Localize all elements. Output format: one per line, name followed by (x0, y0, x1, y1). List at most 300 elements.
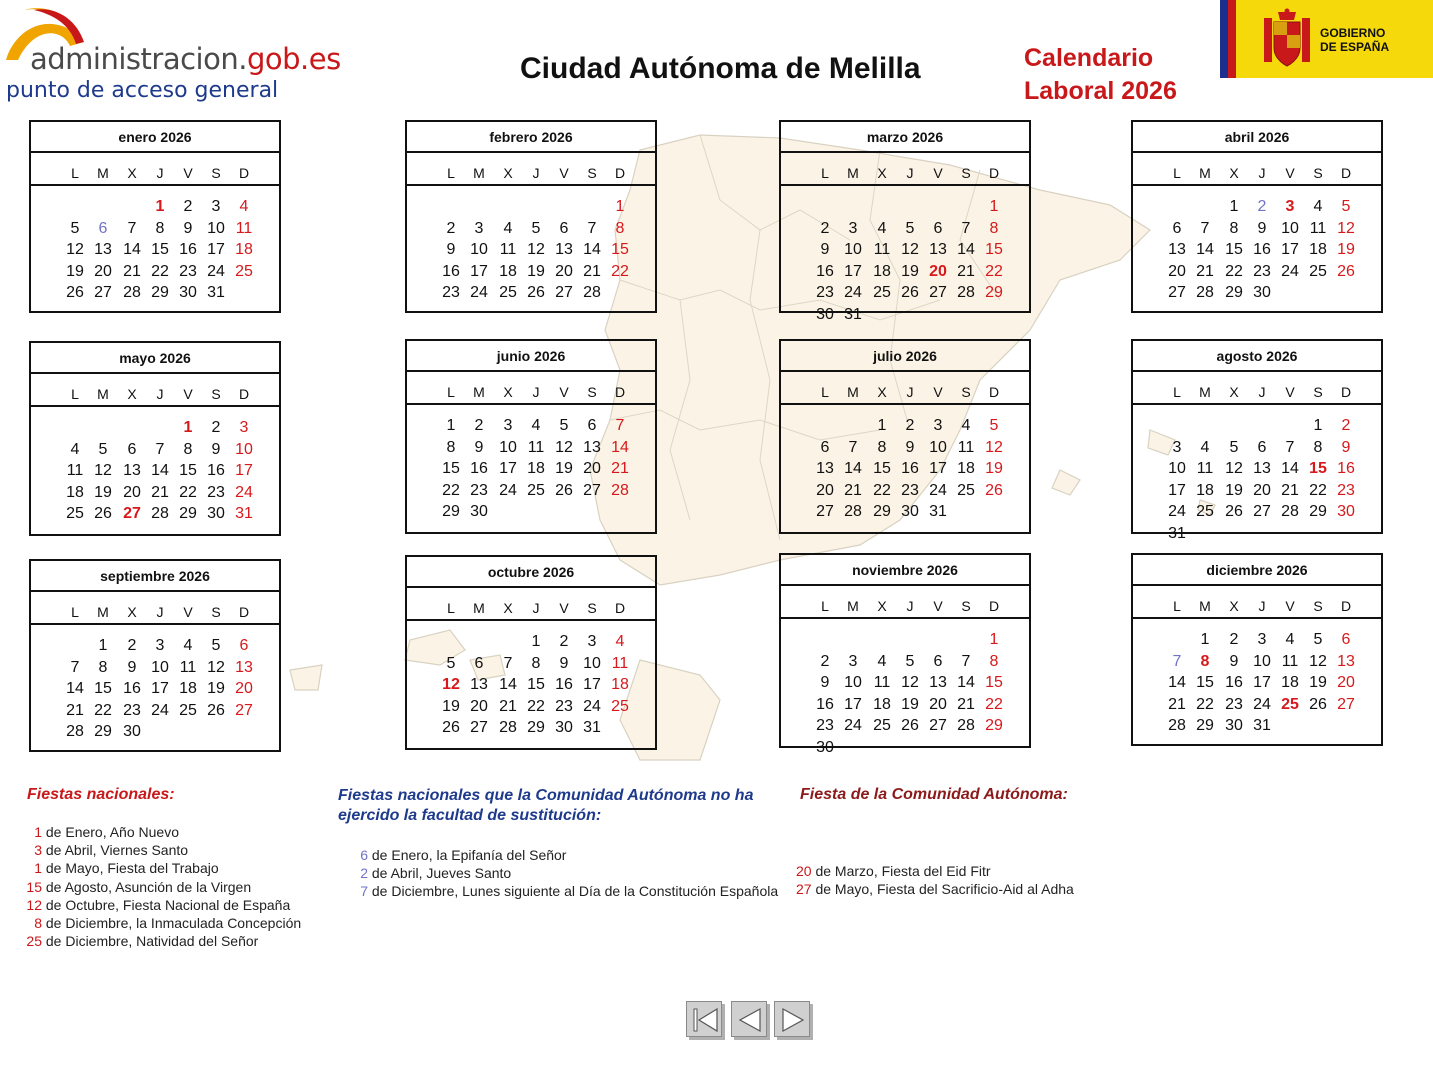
weekday-label: V (1285, 384, 1295, 400)
calendar-day: 14 (1196, 241, 1214, 258)
month-title: junio 2026 (407, 341, 655, 372)
calendar-day: 9 (211, 440, 221, 458)
first-page-button[interactable] (686, 1001, 722, 1037)
legend-text: de Mayo, Fiesta del Sacrificio-Aid al Adha (811, 881, 1074, 898)
calendar-day: 13 (929, 241, 947, 258)
legend-item (24, 914, 301, 932)
legend-item (350, 882, 778, 900)
calendar-day: 12 (442, 676, 460, 693)
day-grid (1133, 619, 1381, 741)
calendar-day: 5 (98, 440, 108, 458)
calendar-day: 30 (1253, 284, 1271, 301)
calendar-day: 25 (66, 505, 84, 522)
calendar-day: 18 (1309, 241, 1327, 258)
calendar-day: 29 (1196, 717, 1214, 734)
month-title: mayo 2026 (31, 343, 279, 374)
calendar-day: 31 (1253, 717, 1271, 734)
calendar-day: 26 (555, 481, 573, 499)
calendar-day: 9 (559, 654, 569, 672)
weekday-label: M (473, 384, 485, 400)
calendar-day: 3 (1285, 198, 1295, 215)
legend-day: 2 (360, 865, 368, 882)
first-page-icon (687, 1002, 723, 1038)
legend-item (24, 878, 301, 896)
day-grid (1133, 405, 1381, 548)
calendar-day: 29 (985, 284, 1003, 301)
calendar-day: 9 (446, 241, 456, 258)
month-septiembre (29, 559, 281, 752)
weekday-label: X (1229, 384, 1239, 400)
calendar-day: 7 (503, 654, 513, 672)
calendar-day: 15 (985, 241, 1003, 258)
calendar-day: 14 (1281, 460, 1299, 477)
calendar-day: 14 (1168, 674, 1186, 691)
weekday-label: S (211, 165, 221, 181)
weekday-label: J (906, 165, 914, 181)
weekday-label: L (71, 165, 79, 181)
calendar-day: 13 (470, 676, 488, 693)
previous-page-button[interactable] (731, 1001, 767, 1037)
calendar-day: 22 (1196, 695, 1214, 713)
calendar-day: 20 (1168, 262, 1186, 280)
calendar-day: 18 (179, 680, 197, 697)
calendar-day: 12 (66, 241, 84, 258)
calendar-day: 24 (470, 284, 488, 301)
calendar-day: 18 (873, 262, 891, 280)
calendar-day: 14 (957, 674, 975, 691)
calendar-day: 21 (957, 262, 975, 280)
calendar-day: 29 (151, 284, 169, 301)
calendar-day: 29 (1309, 503, 1327, 520)
legend-text: de Diciembre, Lunes siguiente al Día de la Constitución Española (368, 883, 779, 900)
calendar-day: 8 (989, 652, 999, 670)
gobierno-text: GOBIERNO DE ESPAÑA (1320, 26, 1390, 54)
calendar-day: 1 (98, 637, 108, 654)
weekday-label: D (238, 386, 250, 402)
calendar-day: 25 (235, 262, 253, 280)
weekday-label: L (821, 384, 829, 400)
calendar-day: 21 (583, 262, 601, 280)
calendar-day: 8 (1200, 652, 1210, 670)
calendar-day: 28 (151, 505, 169, 522)
calendar-day: 13 (1253, 460, 1271, 477)
legend-day: 8 (34, 915, 42, 932)
calendar-day: 31 (207, 284, 225, 301)
calendar-day: 9 (820, 241, 830, 258)
calendar-day: 15 (1196, 674, 1214, 691)
calendar-day: 24 (929, 481, 947, 499)
calendar-day: 17 (844, 695, 862, 713)
calendar-day: 10 (470, 241, 488, 258)
calendar-day: 25 (1309, 262, 1327, 280)
calendar-day: 30 (1225, 717, 1243, 734)
weekday-label: X (503, 384, 513, 400)
weekday-label: X (503, 600, 513, 616)
legend-item (796, 880, 1074, 898)
calendar-day: 22 (442, 481, 460, 499)
calendar-day: 4 (615, 633, 625, 650)
day-grid (781, 405, 1029, 527)
calendar-day: 29 (527, 719, 545, 736)
weekday-label: V (933, 384, 943, 400)
weekday-label: M (847, 384, 859, 400)
calendar-day: 11 (611, 654, 629, 672)
calendar-day: 16 (816, 695, 834, 713)
weekday-label: X (503, 165, 513, 181)
legend-item (796, 862, 1074, 880)
calendar-day: 31 (1168, 524, 1186, 542)
weekday-header (31, 153, 279, 186)
calendar-day: 2 (1229, 631, 1239, 648)
calendar-day: 13 (235, 658, 253, 676)
calendar-day: 1 (183, 419, 193, 436)
calendar-day: 8 (446, 438, 456, 456)
weekday-label: D (1340, 598, 1352, 614)
calendar-day: 7 (70, 658, 80, 676)
calendar-day: 28 (1168, 717, 1186, 734)
calendar-day: 15 (179, 462, 197, 479)
calendar-day: 26 (442, 719, 460, 736)
calendar-day: 5 (70, 219, 80, 237)
calendar-day: 16 (1253, 241, 1271, 258)
legend-day: 1 (34, 824, 42, 840)
calendar-day: 6 (239, 637, 249, 654)
calendar-day: 16 (1337, 460, 1355, 477)
calendar-day: 5 (989, 417, 999, 434)
calendar-day: 4 (961, 417, 971, 434)
calendar-day: 12 (1309, 652, 1327, 670)
calendar-day: 15 (151, 241, 169, 258)
calendar-day: 20 (235, 680, 253, 697)
calendar-day: 3 (933, 417, 943, 434)
calendar-day: 26 (901, 717, 919, 734)
next-page-button[interactable] (774, 1001, 810, 1037)
calendar-day: 14 (957, 241, 975, 258)
calendar-day: 31 (235, 505, 253, 522)
calendar-day: 28 (1281, 503, 1299, 520)
legend-text: de Marzo, Fiesta del Eid Fitr (811, 863, 991, 879)
calendar-day: 10 (207, 219, 225, 237)
calendar-day: 23 (442, 284, 460, 301)
calendar-day: 23 (901, 481, 919, 499)
weekday-label: X (1229, 165, 1239, 181)
calendar-day: 19 (442, 697, 460, 715)
month-title: agosto 2026 (1133, 341, 1381, 372)
weekday-label: V (559, 165, 569, 181)
weekday-label: L (1173, 384, 1181, 400)
calendar-day: 25 (1281, 695, 1299, 713)
weekday-label: V (559, 600, 569, 616)
calendar-day: 12 (555, 438, 573, 456)
legend-day: 12 (26, 896, 42, 913)
calendar-day: 30 (207, 505, 225, 522)
weekday-label: V (1285, 165, 1295, 181)
calendar-day: 9 (183, 219, 193, 237)
calendar-day: 22 (527, 697, 545, 715)
calendar-day: 24 (151, 701, 169, 719)
weekday-label: D (238, 604, 250, 620)
weekday-label: M (847, 598, 859, 614)
month-title: enero 2026 (31, 122, 279, 153)
spain-flag-stripe (1228, 0, 1236, 78)
calendar-day: 8 (1229, 219, 1239, 237)
calendar-day: 6 (1172, 219, 1182, 237)
calendar-day: 11 (66, 462, 84, 479)
calendar-day: 5 (905, 219, 915, 237)
calendar-day: 11 (499, 241, 517, 258)
calendar-day: 1 (989, 198, 999, 215)
calendar-day: 8 (183, 440, 193, 458)
weekday-label: V (933, 598, 943, 614)
calendar-day: 22 (611, 262, 629, 280)
calendar-day: 10 (929, 438, 947, 456)
month-julio (779, 339, 1031, 534)
calendar-day: 5 (446, 654, 456, 672)
calendar-day: 26 (94, 505, 112, 522)
calendar-day: 26 (66, 284, 84, 301)
weekday-label: J (906, 598, 914, 614)
calendar-day: 1 (1313, 417, 1323, 434)
legend-item (350, 846, 778, 864)
calendar-title: Calendario Laboral 2026 (1024, 44, 1177, 105)
weekday-label: D (614, 384, 626, 400)
calendar-day: 23 (207, 483, 225, 501)
calendar-day: 6 (820, 438, 830, 456)
calendar-day: 26 (1337, 262, 1355, 280)
calendar-day: 12 (94, 462, 112, 479)
calendar-day: 18 (873, 695, 891, 713)
calendar-day: 26 (1225, 503, 1243, 520)
calendar-day: 17 (583, 676, 601, 693)
calendar-day: 25 (179, 701, 197, 719)
calendar-day: 30 (555, 719, 573, 736)
calendar-day: 10 (844, 674, 862, 691)
calendar-day: 22 (1225, 262, 1243, 280)
calendar-day: 14 (123, 241, 141, 258)
weekday-label: D (614, 165, 626, 181)
calendar-day: 6 (127, 440, 137, 458)
calendar-day: 29 (985, 717, 1003, 734)
calendar-day: 28 (66, 723, 84, 740)
calendar-day: 11 (1281, 652, 1299, 670)
weekday-label: J (532, 384, 540, 400)
calendar-day: 20 (816, 481, 834, 499)
calendar-day: 13 (555, 241, 573, 258)
calendar-day: 17 (1281, 241, 1299, 258)
gobierno-espana-logo[interactable] (1220, 0, 1433, 78)
calendar-day: 7 (587, 219, 597, 237)
calendar-day: 7 (127, 219, 137, 237)
calendar-day: 23 (555, 697, 573, 715)
calendar-day: 30 (123, 723, 141, 740)
day-grid (31, 186, 279, 308)
calendar-day: 25 (1196, 503, 1214, 520)
calendar-day: 20 (929, 262, 947, 280)
calendar-day: 21 (1281, 481, 1299, 499)
calendar-day: 30 (1337, 503, 1355, 520)
calendar-day: 27 (1337, 695, 1355, 713)
calendar-day: 22 (985, 695, 1003, 713)
weekday-label: M (97, 386, 109, 402)
calendar-day: 22 (94, 701, 112, 719)
weekday-label: M (847, 165, 859, 181)
calendar-day: 5 (1313, 631, 1323, 648)
calendar-day: 2 (559, 633, 569, 650)
calendar-day: 27 (816, 503, 834, 520)
calendar-day: 3 (848, 652, 858, 670)
month-noviembre (779, 553, 1031, 756)
calendar-day: 17 (1253, 674, 1271, 691)
weekday-label: D (238, 165, 250, 181)
day-grid (407, 405, 655, 527)
legend-text: de Abril, Viernes Santo (42, 842, 189, 859)
month-abril (1131, 120, 1383, 313)
calendar-day: 11 (873, 241, 891, 258)
weekday-label: L (447, 384, 455, 400)
administracion-logo[interactable] (4, 2, 364, 106)
month-octubre (405, 555, 657, 750)
calendar-day: 6 (587, 417, 597, 434)
calendar-day: 23 (1225, 695, 1243, 713)
fiesta-autonoma-title: Fiesta de la Comunidad Autónoma: (800, 786, 1068, 803)
calendar-day: 15 (873, 460, 891, 477)
calendar-day: 10 (1168, 460, 1186, 477)
calendar-day: 2 (474, 417, 484, 434)
weekday-label: L (447, 600, 455, 616)
calendar-day: 28 (123, 284, 141, 301)
calendar-day: 2 (905, 417, 915, 434)
month-diciembre (1131, 553, 1383, 746)
calendar-day: 9 (905, 438, 915, 456)
calendar-day: 18 (527, 460, 545, 477)
legend-text: de Octubre, Fiesta Nacional de España (42, 896, 291, 913)
calendar-day: 31 (929, 503, 947, 520)
weekday-label: M (97, 165, 109, 181)
calendar-day: 12 (901, 241, 919, 258)
eu-flag-stripe (1220, 0, 1228, 78)
calendar-day: 16 (470, 460, 488, 477)
calendar-day: 19 (94, 483, 112, 501)
calendar-day: 30 (816, 305, 834, 323)
calendar-day: 21 (1196, 262, 1214, 280)
weekday-label: S (211, 386, 221, 402)
calendar-day: 20 (583, 460, 601, 477)
legend-day: 15 (26, 878, 42, 895)
calendar-day: 4 (239, 198, 249, 215)
calendar-day: 26 (1309, 695, 1327, 713)
calendar-day: 1 (1229, 198, 1239, 215)
calendar-day: 26 (901, 284, 919, 301)
previous-page-icon (732, 1002, 768, 1038)
calendar-day: 3 (211, 198, 221, 215)
calendar-day: 23 (1337, 481, 1355, 499)
calendar-day: 2 (446, 219, 456, 237)
calendar-day: 12 (1225, 460, 1243, 477)
calendar-day: 23 (816, 717, 834, 734)
calendar-day: 27 (470, 719, 488, 736)
calendar-day: 17 (929, 460, 947, 477)
calendar-day: 12 (901, 674, 919, 691)
legend-text: de Enero, Año Nuevo (42, 824, 179, 840)
calendar-day: 23 (179, 262, 197, 280)
calendar-day: 22 (873, 481, 891, 499)
calendar-day: 11 (527, 438, 545, 456)
calendar-day: 15 (611, 241, 629, 258)
weekday-label: J (1258, 598, 1266, 614)
month-title: febrero 2026 (407, 122, 655, 153)
calendar-day: 29 (442, 503, 460, 520)
weekday-label: M (97, 604, 109, 620)
logo-sub-text: punto de acceso general (6, 78, 279, 103)
calendar-day: 29 (873, 503, 891, 520)
calendar-day: 12 (985, 438, 1003, 456)
calendar-day: 5 (905, 652, 915, 670)
logo-main-text: administracion.gob.es (30, 42, 341, 76)
calendar-day: 21 (844, 481, 862, 499)
calendar-day: 21 (123, 262, 141, 280)
calendar-day: 13 (816, 460, 834, 477)
calendar-day: 26 (207, 701, 225, 719)
calendar-day: 1 (1200, 631, 1210, 648)
calendar-day: 13 (929, 674, 947, 691)
day-grid (407, 621, 655, 743)
calendar-day: 17 (470, 262, 488, 280)
calendar-day: 28 (583, 284, 601, 301)
calendar-day: 4 (503, 219, 513, 237)
month-enero (29, 120, 281, 313)
calendar-day: 15 (985, 674, 1003, 691)
calendar-day: 16 (207, 462, 225, 479)
weekday-label: V (183, 165, 193, 181)
weekday-label: L (447, 165, 455, 181)
calendar-day: 25 (957, 481, 975, 499)
weekday-label: D (1340, 165, 1352, 181)
calendar-day: 19 (207, 680, 225, 697)
fiestas-nacionales-list (24, 823, 301, 950)
month-title: marzo 2026 (781, 122, 1029, 153)
calendar-day: 4 (1285, 631, 1295, 648)
calendar-day: 4 (70, 440, 80, 458)
calendar-day: 30 (816, 738, 834, 756)
calendar-day: 24 (583, 697, 601, 715)
calendar-day: 21 (957, 695, 975, 713)
legend-text: de Diciembre, la Inmaculada Concepción (42, 915, 302, 932)
weekday-label: S (1313, 384, 1323, 400)
calendar-day: 25 (499, 284, 517, 301)
calendar-day: 9 (127, 658, 137, 676)
weekday-label: S (1313, 165, 1323, 181)
calendar-day: 1 (989, 631, 999, 648)
weekday-label: X (877, 598, 887, 614)
weekday-label: D (988, 384, 1000, 400)
month-marzo (779, 120, 1031, 323)
calendar-day: 10 (151, 658, 169, 676)
calendar-day: 2 (211, 419, 221, 436)
weekday-label: J (156, 386, 164, 402)
calendar-day: 17 (499, 460, 517, 477)
calendar-day: 26 (527, 284, 545, 301)
calendar-day: 6 (1341, 631, 1351, 648)
calendar-day: 28 (844, 503, 862, 520)
day-grid (31, 625, 279, 747)
calendar-day: 27 (929, 717, 947, 734)
calendar-day: 30 (901, 503, 919, 520)
calendar-day: 11 (179, 658, 197, 676)
weekday-label: M (1199, 384, 1211, 400)
calendar-day: 5 (559, 417, 569, 434)
calendar-day: 18 (1196, 481, 1214, 499)
calendar-day: 10 (1281, 219, 1299, 237)
